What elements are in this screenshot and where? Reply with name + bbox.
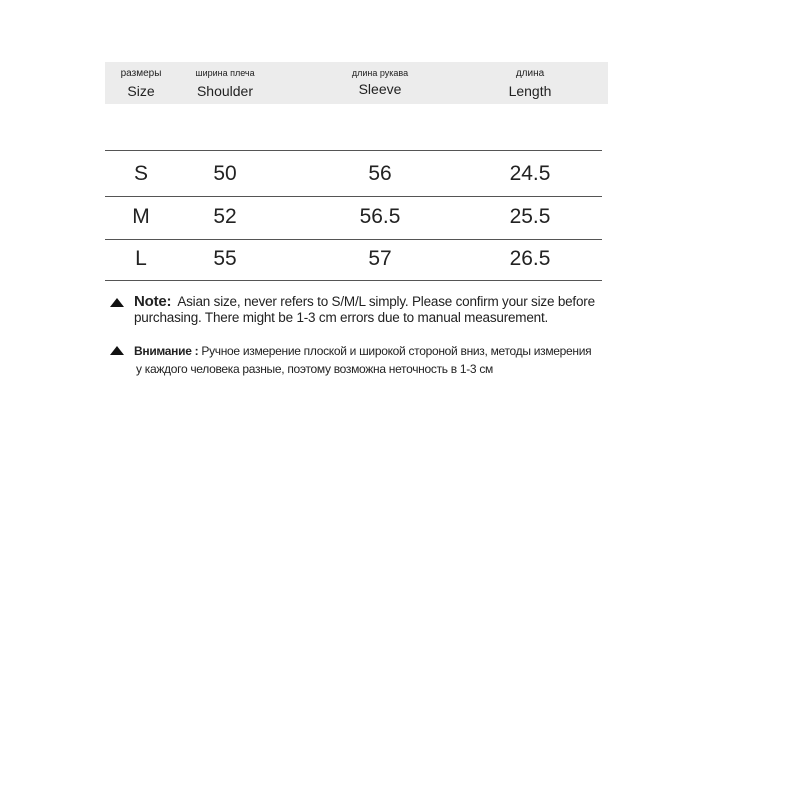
note-label: Note: <box>134 293 172 310</box>
note-label: Внимание : <box>134 344 199 358</box>
cell-size: M <box>132 205 150 228</box>
note-text-line2: у каждого человека разные, поэтому возможна неточность в 1-3 см <box>136 362 493 376</box>
header-sleeve-en: Sleeve <box>358 81 402 97</box>
cell-shoulder: 55 <box>213 247 237 270</box>
header-length <box>480 62 580 104</box>
cell-size: L <box>135 247 147 270</box>
cell-length: 26.5 <box>509 247 551 270</box>
triangle-bullet-icon <box>110 298 124 307</box>
table-divider <box>105 280 602 281</box>
cell-shoulder: 50 <box>213 162 237 185</box>
cell-sleeve: 56 <box>368 162 392 185</box>
triangle-bullet-icon <box>110 346 124 355</box>
note-text-line1: Ручное измерение плоской и широкой стороной вниз, методы измерения <box>201 344 592 358</box>
header-sleeve <box>325 62 435 104</box>
header-length-ru: длина <box>515 68 545 79</box>
header-shoulder <box>180 62 270 104</box>
header-length-en: Length <box>508 83 552 99</box>
cell-length: 25.5 <box>509 205 551 228</box>
table-row <box>105 196 602 238</box>
table-divider <box>105 150 602 151</box>
header-size <box>110 62 172 104</box>
header-shoulder-en: Shoulder <box>196 83 254 99</box>
header-sleeve-ru: длина рукава <box>351 68 409 78</box>
note-english <box>110 294 620 326</box>
cell-shoulder: 52 <box>213 205 237 228</box>
header-shoulder-ru: ширина плеча <box>195 68 255 78</box>
table-row <box>105 238 602 280</box>
header-size-ru: размеры <box>120 68 162 79</box>
note-russian <box>110 342 620 378</box>
header-size-en: Size <box>127 83 155 99</box>
cell-length: 24.5 <box>509 162 551 185</box>
cell-sleeve: 56.5 <box>359 205 401 228</box>
note-text: Asian size, never refers to S/M/L simply. Please confirm your size before purchasing. There might be 1-3 cm errors due to manual measurement. <box>134 294 595 325</box>
table-row <box>105 153 602 195</box>
cell-sleeve: 57 <box>368 247 392 270</box>
cell-size: S <box>133 162 148 185</box>
